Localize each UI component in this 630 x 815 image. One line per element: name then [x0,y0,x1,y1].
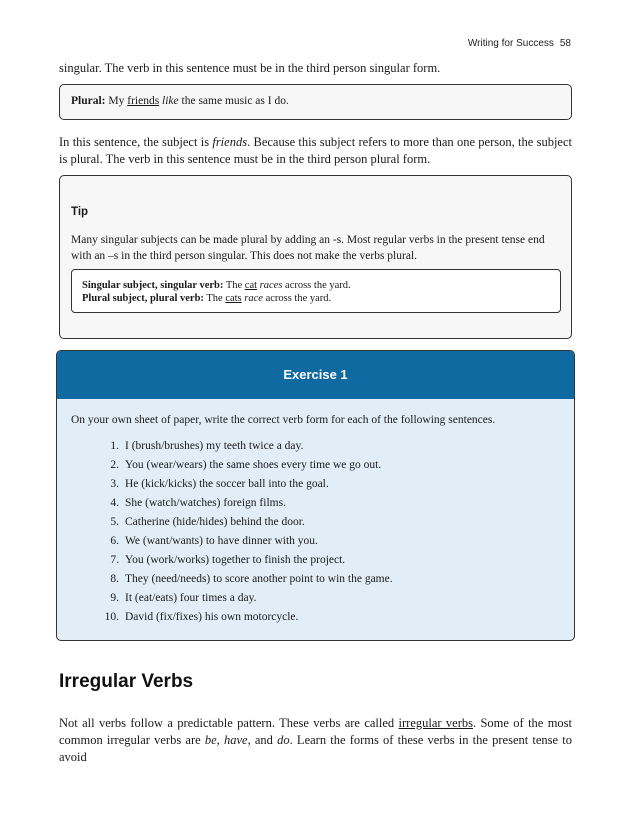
exercise-item-text: You (work/works) together to finish the project. [125,554,346,566]
page-header [468,38,571,49]
tip-title: Tip [71,206,89,218]
exercise-item-number: 5. [110,516,119,528]
exercise-item-text: You (wear/wears) the same shoes every time we go out. [125,459,382,471]
plural-example: Plural: My friends like the same music as I do. [71,95,289,107]
exercise-intro: On your own sheet of paper, write the correct verb form for each of the following sentences. [71,414,496,426]
tip-box [59,175,572,339]
exercise-item-text: Catherine (hide/hides) behind the door. [125,516,305,528]
plural-label: Plural: [71,95,106,107]
paragraph-singular-continuation: singular. The verb in this sentence must be in the third person singular form. [59,61,441,75]
exercise-item-text: She (watch/watches) foreign films. [125,497,286,509]
plural-example-box [59,84,572,120]
exercise-title: Exercise 1 [283,367,348,382]
tip-text: Many singular subjects can be made plural by adding an -s. Most regular verbs in the present tense end with an –s in the third person singular. This does not make the verbs plural. [71,234,545,262]
exercise-box [56,350,575,641]
book-title: Writing for Success [467,38,554,49]
exercise-header [57,351,574,399]
tip-examples-box [71,269,561,313]
section-title: Irregular Verbs [59,671,194,692]
exercise-item-number: 9. [110,592,119,604]
verb-like: like [162,95,179,107]
exercise-item-number: 2. [110,459,119,471]
exercise-item-number: 10. [104,611,119,623]
exercise-item-number: 3. [110,478,119,490]
exercise-item-number: 8. [110,573,119,585]
exercise-item-number: 4. [110,497,119,509]
exercise-item-text: David (fix/fixes) his own motorcycle. [125,611,299,623]
exercise-item-number: 1. [110,440,119,452]
exercise-item-text: We (want/wants) to have dinner with you. [125,535,318,547]
exercise-item-number: 7. [110,554,119,566]
exercise-item-text: I (brush/brushes) my teeth twice a day. [125,440,304,452]
exercise-item-text: He (kick/kicks) the soccer ball into the goal. [125,478,329,490]
exercise-item-text: They (need/needs) to score another point to win the game. [125,573,393,585]
subject-friends: friends [127,95,160,107]
page-number: 58 [559,38,571,49]
tip-example-singular: Singular subject, singular verb: The cat races across the yard. [82,280,351,291]
paragraph-plural-explanation: In this sentence, the subject is friends. Because this subject refers to more than one person, the subject is plural. The verb in this sentence must be in the third person plural form. [59,135,572,166]
tip-example-plural: Plural subject, plural verb: The cats race across the yard. [82,293,332,304]
irregular-verbs-link[interactable]: irregular verbs [398,716,473,730]
exercise-item-text: It (eat/eats) four times a day. [125,592,257,604]
paragraph-irregular-verbs: Not all verbs follow a predictable pattern. These verbs are called irregular verbs. Some of the most common irregular verbs are be, have, and do. Learn the forms of these verbs in the present tense to avoid [59,716,573,764]
exercise-item-number: 6. [110,535,119,547]
